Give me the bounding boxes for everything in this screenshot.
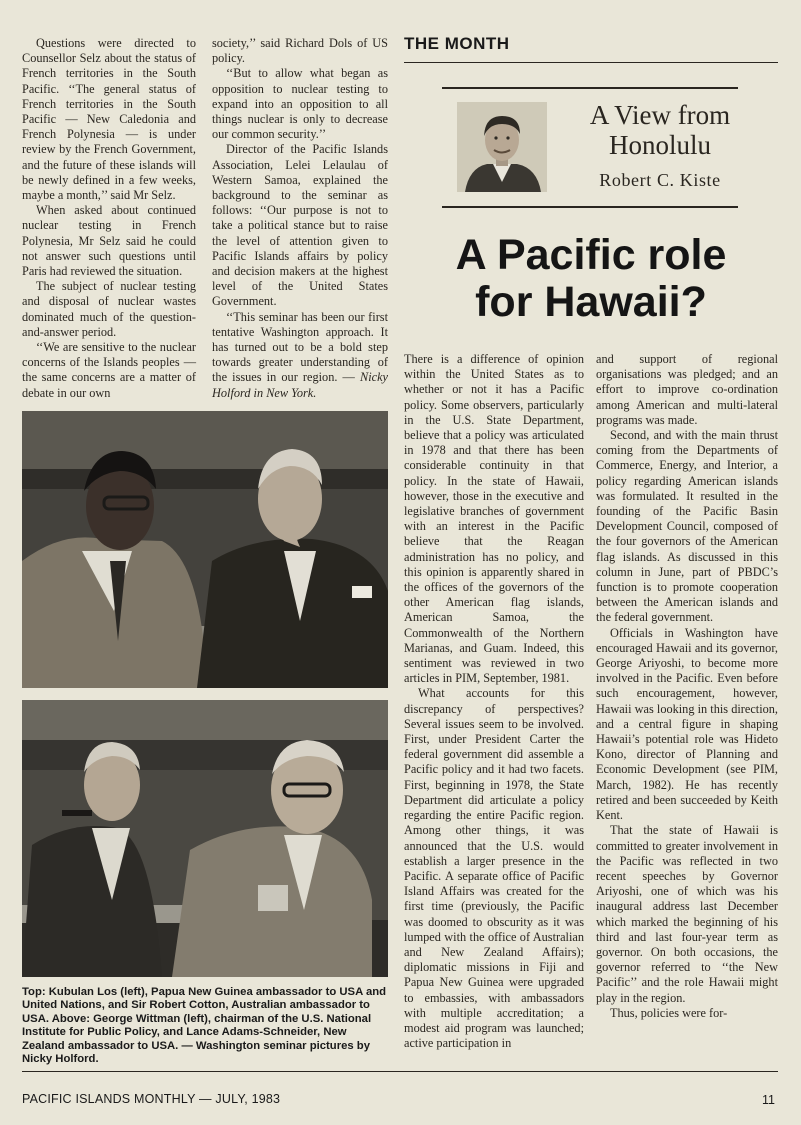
photo-caption: Top: Kubulan Los (left), Papua New Guinea ambassador to USA and United Nations, and Sir Robert Cotton, Australian ambassador to USA. Above: George Wittman (left), chairman of the U.S. National Institute for Public Policy, and Lance Adams-Schneider, New Zealand ambassador to USA. — Washington seminar pictures by Nicky Holford. — [22, 986, 387, 1066]
paragraph: and support of regional organisations was pledged; and an effort to improve co-ordination among American and multi-lateral programs was made. — [596, 352, 778, 427]
seminar-photo-top — [22, 411, 388, 688]
section-title: THE MONTH — [404, 34, 510, 53]
paragraph: When asked about continued nuclear testing in French Polynesia, Mr Selz said he could not answer such questions until Paris had reviewed the situation. — [22, 203, 196, 279]
paragraph: Officials in Washington have encouraged Hawaii and its governor, George Ariyoshi, to become more involved in the Pacific. Even before such encouragement, however, Hawaii was looking in this direction, and a central figure in shaping Hawaii’s potential role was Hideto Kono, director of Planning and Economic Development (see PIM, March, 1982). He has recently retired and been succeeded by Keith Kent. — [596, 625, 778, 823]
publication-footer: PACIFIC ISLANDS MONTHLY — JULY, 1983 — [22, 1092, 281, 1106]
paragraph: ‘‘We are sensitive to the nuclear concerns of the Islands peoples — the same concerns are a matter of debate in our own — [22, 340, 196, 400]
left-article-column-1 — [22, 36, 196, 401]
column-top-rule — [442, 87, 738, 89]
paragraph: Director of the Pacific Islands Association, Lelei Lelaulau of Western Samoa, explained the background to the seminar as follows: ‘‘Our purpose is not to take a political stance but to raise the level of attention given to Pacific Islands affairs by policy and decision makers at the highest level of the United States Government. — [212, 142, 388, 309]
author-portrait — [457, 102, 547, 192]
column-title-line-1: A View from — [589, 100, 731, 130]
headline-line-2: for Hawaii? — [475, 278, 707, 326]
paragraph: Second, and with the main thrust coming from the Departments of Commerce, Energy, and Interior, a policy regarding American islands was formulated. It resulted in the founding of the Pacific Basin Development Council, composed of the four governors of the American flag islands. As discussed in this column in June, part of PBDC’s function is to promote cooperation between the American islands and the federal government. — [596, 428, 778, 625]
column-title-line-2: Honolulu — [608, 130, 711, 160]
paragraph: That the state of Hawaii is committed to greater involvement in the Pacific was reflected in two recent speeches by Governor Ariyoshi, one of which was his inaugural address last December which marked the beginning of his third and last four-year term as governor. On both occasions, the governor referred to ‘‘the New Pacific’’ and the role Hawaii might play in the region. — [596, 823, 778, 1005]
section-rule — [404, 62, 778, 63]
paragraph: Questions were directed to Counsellor Selz about the status of French territories in the South Pacific. ‘‘The general status of French territories in the South Pacific — New Caledonia and French Polynesia — is under review by the French Government, and the future of these islands will be newly defined in a few weeks, maybe a month,’’ said Mr Selz. — [22, 36, 196, 203]
closing-quote: ‘‘This seminar has been our first tentative Washington approach. It has turned out to be a bold step towards greater understanding of the issues in our region. — — [212, 309, 388, 385]
page-number: 11 — [762, 1093, 775, 1107]
photo-bottom-image — [22, 700, 388, 977]
headline — [404, 232, 778, 326]
paragraph: What accounts for this discrepancy of perspectives? Several issues seem to be involved. First, under President Carter the federal government did assemble a Pacific policy and it had two facets. First, beginning in 1978, the State Department did articulate a policy regarding the entire Pacific region. Among other things, it was announced that the U.S. would establish a larger presence in the Pacific. A separate office of Pacific Island Affairs was created for the first time (previously, the Pacific was doomed to obscurity as it was lumped with the office of Australian and New Zealand Affairs); diplomatic missions in Fiji and Papua New Guinea were upgraded to embassies, with ambassadors with multiple accreditation; a modest aid program was launched; active participation in — [404, 686, 584, 1051]
main-article-column-1 — [404, 352, 584, 1051]
portrait-image — [457, 102, 547, 192]
left-article-column-2 — [212, 36, 388, 401]
paragraph: There is a difference of opinion within the United States as to whether or not it has a Pacific policy. Some observers, particularly in the U.S. State Department, believe that a policy was articulated in 1978 and that there has been considerable continuity in that policy. In the state of Hawaii, however, those in the executive and legislative branches of government with an interest in the Pacific believe that the Reagan administration has no policy, and this opinion is apparently shared in the offices of the governors of the other American flag islands, American Samoa, the Commonwealth of the Northern Marianas, and Guam. Indeed, this sentiment was reviewed in two articles in PIM, September, 1981. — [404, 352, 584, 686]
footer-rule — [22, 1071, 778, 1072]
seminar-photo-bottom — [22, 700, 388, 977]
paragraph: society,’’ said Richard Dols of US policy. — [212, 36, 388, 66]
main-article-column-2 — [596, 352, 778, 1021]
byline-signature: Nicky Holford in New York. — [212, 370, 388, 400]
paragraph: The subject of nuclear testing and disposal of nuclear wastes dominated much of the question-and-answer period. — [22, 279, 196, 339]
column-author: Robert C. Kiste — [599, 170, 721, 190]
photo-top-image — [22, 411, 388, 688]
headline-line-1: A Pacific role — [455, 231, 727, 279]
column-title-block — [560, 100, 760, 191]
paragraph: Thus, policies were for- — [610, 1005, 728, 1020]
paragraph: ‘‘But to allow what began as opposition to nuclear testing to expand into an opposition to all things nuclear is only to decrease our common security.’’ — [212, 66, 388, 142]
column-bottom-rule — [442, 206, 738, 208]
paragraph — [212, 310, 388, 401]
